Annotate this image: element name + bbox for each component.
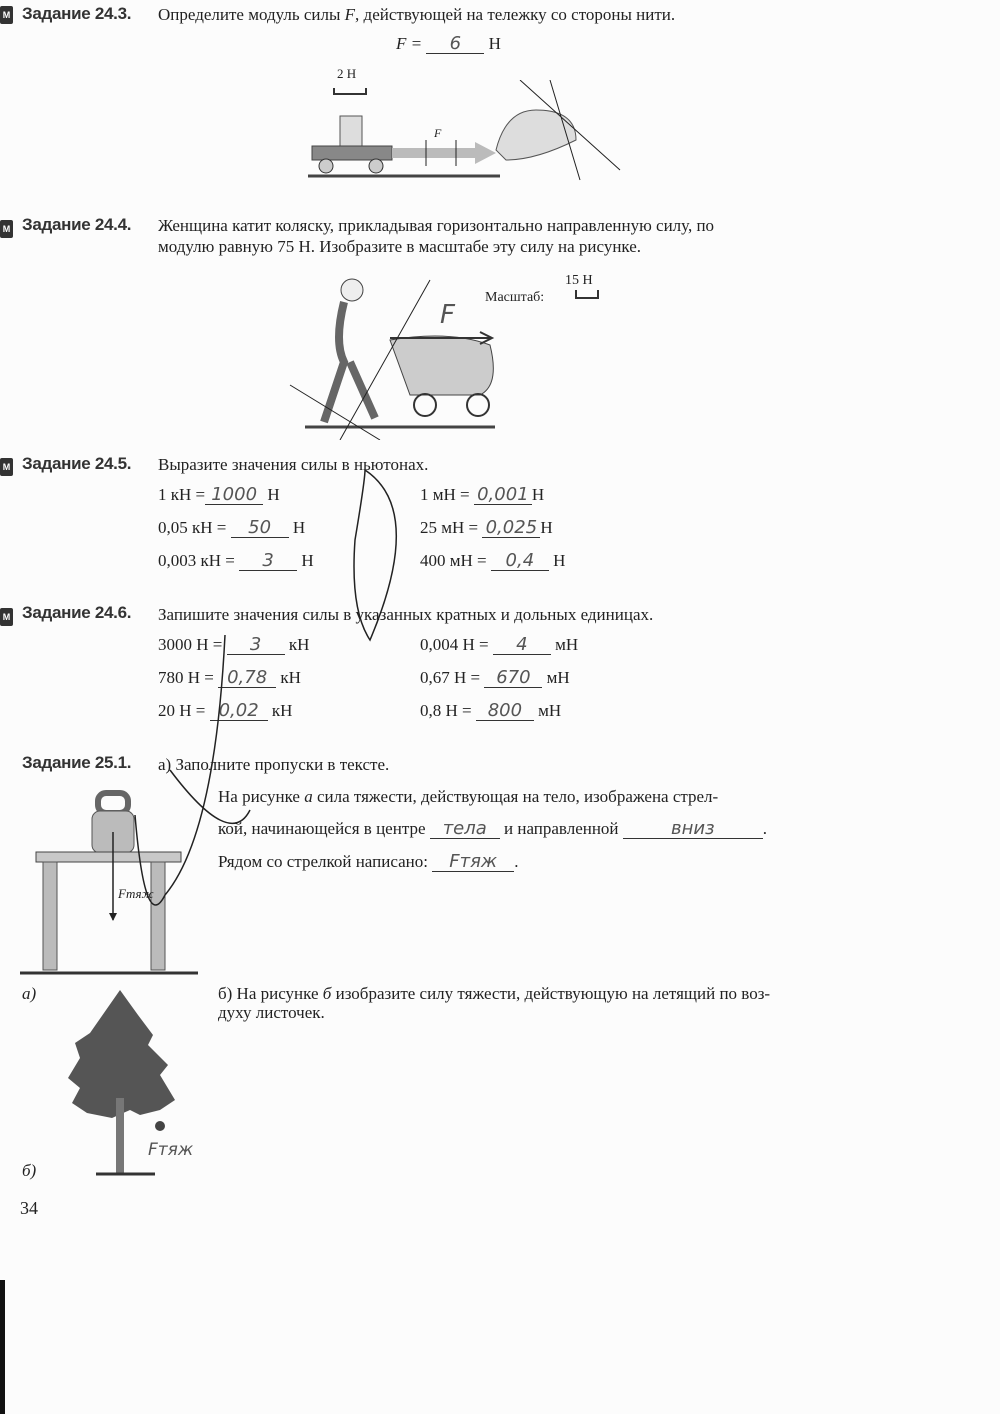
text: б) На рисунке	[218, 984, 323, 1003]
expr: 0,003 кН =	[158, 551, 235, 570]
unit: кН	[271, 701, 293, 720]
text: изобразите силу тяжести, действующую на летящий по воз-	[331, 984, 771, 1003]
task-label-24-3: Задание 24.3.	[22, 4, 132, 23]
task-text-24-4: Женщина катит коляску, прикладывая горизонтально направленную силу, по	[158, 216, 715, 235]
text: .	[762, 819, 768, 838]
expr: 3000 Н =	[158, 635, 223, 654]
answer: 3	[227, 636, 285, 655]
answer: 670	[484, 669, 542, 688]
text: и направленной	[499, 819, 623, 838]
answer: 6	[426, 35, 484, 54]
unit: Н	[267, 485, 280, 504]
text: .	[514, 852, 519, 871]
answer: 0,4	[491, 552, 549, 571]
unit: Н	[292, 518, 306, 537]
task-label-25-1: Задание 25.1.	[22, 753, 132, 772]
text: , действующей на тележку со стороны нити.	[355, 5, 676, 24]
expr: 0,67 Н =	[420, 668, 481, 687]
unit: Н	[531, 485, 545, 504]
section-marker: М	[0, 458, 13, 476]
section-marker: М	[0, 608, 13, 626]
expr: 0,004 Н =	[420, 635, 489, 654]
expr: 1 кН =	[158, 485, 206, 504]
expr: 20 Н =	[158, 701, 206, 720]
answer: 50	[231, 519, 289, 538]
answer: 0,78	[218, 669, 276, 688]
answer: 0,001	[474, 486, 532, 505]
task-text-24-6: Запишите значения силы в указанных кратных и дольных единицах.	[158, 605, 654, 624]
answer: 1000	[205, 486, 263, 505]
scale-label: 2 Н	[337, 66, 357, 81]
answer: 4	[493, 636, 551, 655]
unit: Н	[301, 551, 314, 570]
task-label-24-6: Задание 24.6.	[22, 603, 132, 622]
paragraph-line: духу листочек.	[218, 1003, 325, 1022]
expr: 400 мН =	[420, 551, 487, 570]
expr: 0,8 Н =	[420, 701, 472, 720]
text: На рисунке	[218, 787, 305, 806]
unit: кН	[280, 668, 301, 687]
answer: вниз	[623, 820, 763, 839]
answer: тела	[430, 820, 500, 839]
page-number: 34	[20, 1198, 38, 1218]
unit: кН	[288, 635, 310, 654]
text: Рядом со стрелкой написано:	[218, 852, 433, 871]
vector-label: F	[434, 126, 442, 140]
answer: Fтяж	[432, 853, 514, 872]
expr: 1 мН =	[420, 485, 470, 504]
answer: 800	[476, 702, 534, 721]
scale-value: 15 Н	[565, 273, 593, 288]
unit: мН	[546, 668, 570, 687]
text: а	[304, 787, 313, 806]
unit: Н	[488, 34, 501, 53]
text: кой, начинающейся в центре	[218, 819, 430, 838]
answer: 0,025	[482, 519, 540, 538]
expr: 780 Н =	[158, 668, 214, 687]
unit: Н	[553, 551, 566, 570]
scale-label: Масштаб:	[485, 290, 545, 305]
expr: 0,05 кН =	[158, 518, 227, 537]
unit: мН	[538, 701, 562, 720]
answer: 0,02	[210, 702, 268, 721]
text: Определите модуль силы	[158, 5, 345, 24]
task-text-24-5: Выразите значения силы в ньютонах.	[158, 455, 429, 474]
text: сила тяжести, действующая на тело, изображена стрел-	[312, 787, 719, 806]
unit: Н	[540, 518, 553, 537]
task-label-24-5: Задание 24.5.	[22, 454, 132, 473]
handwritten-gravity: Fтяж	[148, 1140, 194, 1160]
answer: 3	[239, 552, 297, 571]
force-symbol: F	[344, 5, 356, 24]
expr: 25 мН =	[420, 518, 479, 537]
figure-a-label: а)	[22, 984, 37, 1003]
eq: F =	[396, 34, 423, 53]
task-text-24-4: модулю равную 75 Н. Изобразите в масштабе эту силу на рисунке.	[158, 237, 642, 256]
gravity-label: Fтяж	[118, 886, 154, 901]
unit: мН	[555, 635, 579, 654]
scan-edge	[0, 1280, 5, 1414]
figure-b-label: б)	[22, 1161, 37, 1180]
text: б	[322, 984, 332, 1003]
task-text-25-1: а) Заполните пропуски в тексте.	[158, 755, 390, 774]
handwritten-force: F	[440, 300, 455, 330]
task-label-24-4: Задание 24.4.	[22, 215, 132, 234]
section-marker: М	[0, 6, 13, 24]
section-marker: М	[0, 220, 13, 238]
